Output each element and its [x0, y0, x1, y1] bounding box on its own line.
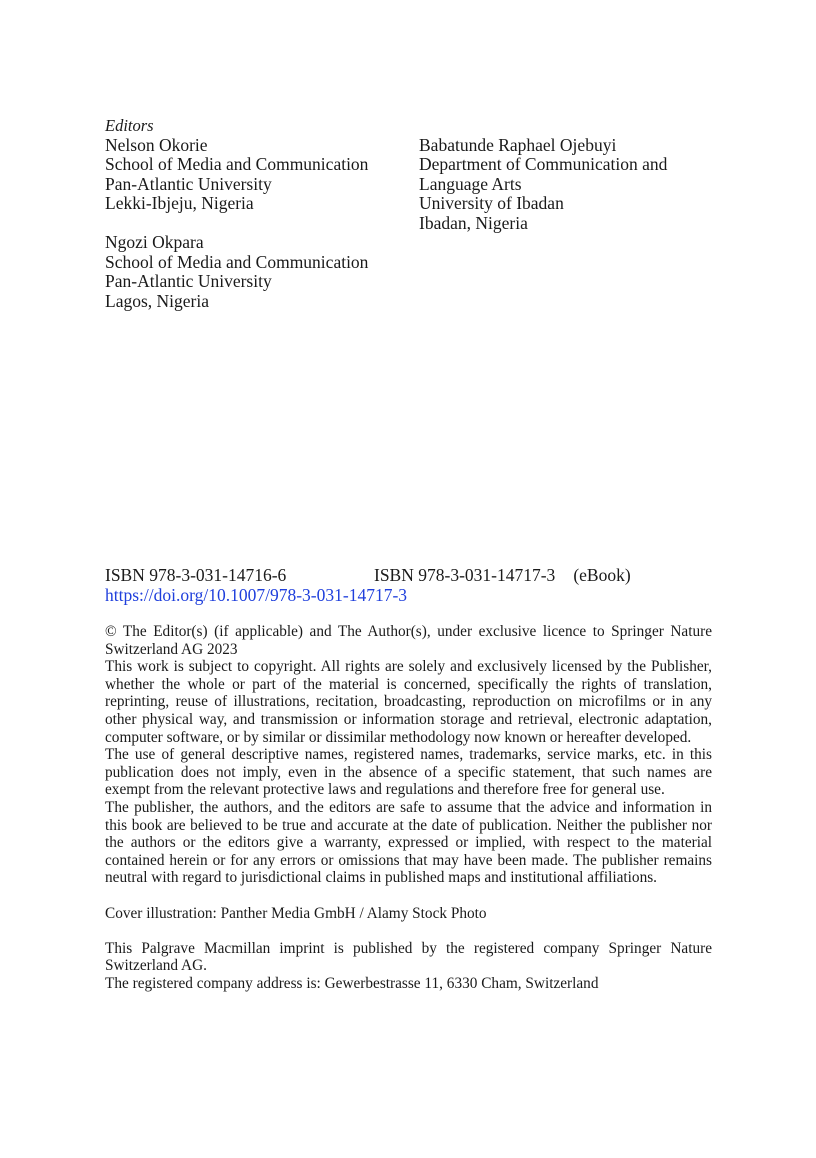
editor-name: Nelson Okorie: [105, 134, 208, 155]
editor-name: Babatunde Raphael Ojebuyi: [419, 134, 617, 155]
isbn-section: [105, 566, 712, 605]
isbn-ebook-format: (eBook): [573, 565, 631, 585]
editor-affiliation-line: Ibadan, Nigeria: [419, 212, 528, 233]
trademark-paragraph: The use of general descriptive names, registered names, trademarks, service marks, etc. in this publication does not imply, even in the absence of a specific statement, that such names are exempt from the relevant protective laws and regulations and therefore free for general use.: [105, 746, 712, 799]
rights-paragraph: This work is subject to copyright. All rights are solely and exclusively licensed by the Publisher, whether the whole or part of the material is concerned, specifically the rights of translation, reprinting, reuse of illustrations, recitation, broadcasting, reproduction on microfilms or in any other physical way, and transmission or information storage and retrieval, electronic adaptation, computer software, or by similar or dissimilar methodology now known or hereafter developed.: [105, 658, 712, 746]
spacer: [105, 922, 712, 940]
editors-right-column: [419, 136, 712, 312]
editors-left-column: [105, 136, 419, 312]
editor-ngozi-okpara: [105, 233, 419, 311]
imprint-statement: This Palgrave Macmillan imprint is published by the registered company Springer Nature Switzerland AG.: [105, 939, 712, 975]
legal-notice: [105, 623, 712, 992]
editors-grid: [105, 136, 712, 312]
editor-affiliation-line: Pan-Atlantic University: [105, 173, 272, 194]
editor-affiliation-line: Language Arts: [419, 173, 522, 194]
editor-affiliation-line: Pan-Atlantic University: [105, 271, 272, 291]
cover-credit: Cover illustration: Panther Media GmbH / Alamy Stock Photo: [105, 904, 487, 922]
editor-affiliation-line: School of Media and Communication: [105, 154, 369, 174]
editor-affiliation-line: Department of Communication and: [419, 154, 668, 174]
editor-affiliation-line: Lekki-Ibjeju, Nigeria: [105, 193, 254, 213]
editor-name: Ngozi Okpara: [105, 232, 204, 252]
editor-affiliation-line: University of Ibadan: [419, 193, 564, 213]
isbn-print: ISBN 978-3-031-14716-6: [105, 565, 287, 585]
editor-babatunde-ojebuyi: [419, 136, 712, 234]
editor-affiliation-line: Lagos, Nigeria: [105, 290, 209, 311]
isbn-row: [105, 566, 712, 586]
editor-nelson-okorie: [105, 136, 419, 214]
spacer: [105, 887, 712, 905]
doi-link[interactable]: https://doi.org/10.1007/978-3-031-14717-3: [105, 584, 408, 605]
disclaimer-paragraph: The publisher, the authors, and the editors are safe to assume that the advice and information in this book are believed to be true and accurate at the date of publication. Neither the publisher nor the authors or the editors give a warranty, expressed or implied, with respect to the material contained herein or for any errors or omissions that may have been made. The publisher remains neutral with regard to jurisdictional claims in published maps and institutional affiliations.: [105, 798, 712, 887]
copyright-page: [105, 116, 712, 992]
company-address: The registered company address is: Gewerbestrasse 11, 6330 Cham, Switzerland: [105, 974, 599, 992]
isbn-ebook: ISBN 978-3-031-14717-3: [374, 565, 556, 585]
copyright-notice: © The Editor(s) (if applicable) and The Author(s), under exclusive licence to Springer Nature Switzerland AG 2023: [105, 623, 712, 658]
editor-affiliation-line: School of Media and Communication: [105, 251, 369, 272]
editors-label: Editors: [105, 116, 154, 135]
